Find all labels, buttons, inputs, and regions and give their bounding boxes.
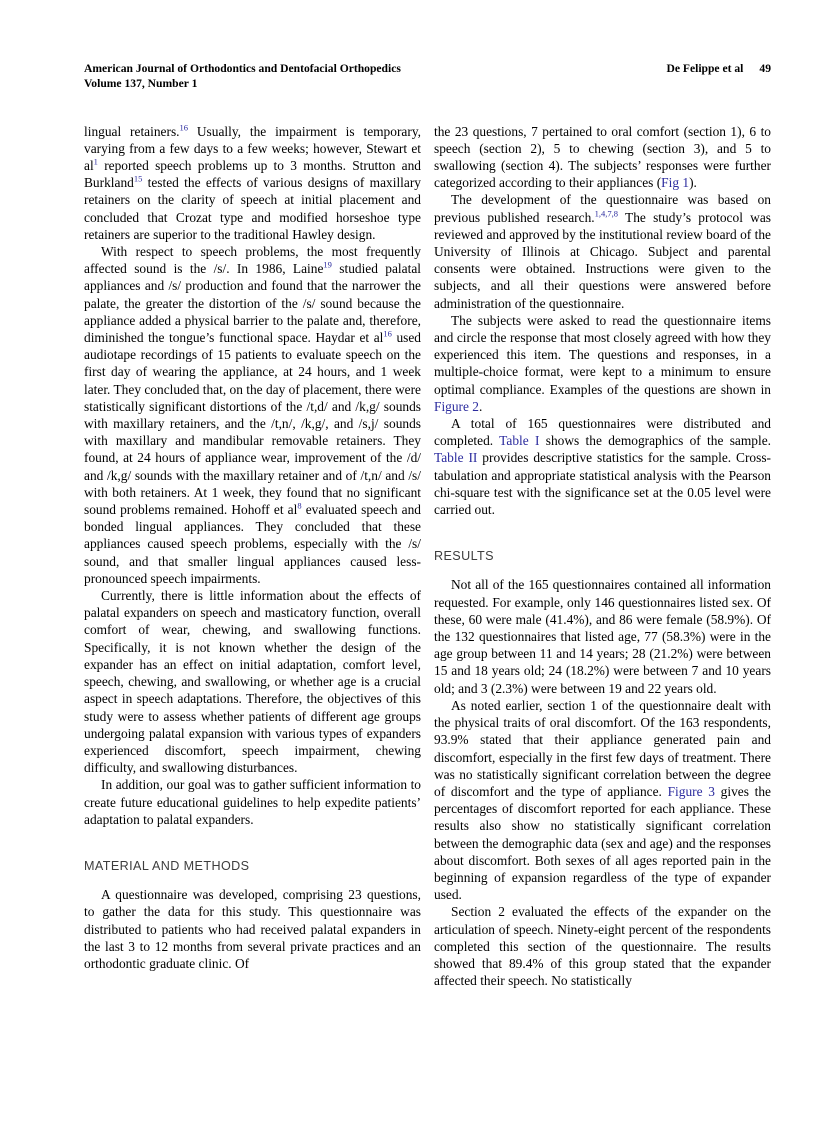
reference-superscript[interactable]: 19 [323,259,332,270]
text-run: provides descriptive statistics for the sample. Cross-tabulation and appropriate statistical analysis with the Pearson chi-square test with the significance set at the 0.05 level were carried out. [434,450,772,518]
authors-label: De Felippe et al [666,62,744,75]
column-right [434,123,771,990]
body-paragraph [434,312,771,415]
text-run: . [479,398,483,414]
body-paragraph [84,886,421,972]
text-run: A questionnaire was developed, comprising 23 questions, to gather the data for this study. This questionnaire was distributed to patients who had received palatal expanders in the last 3 to 12 months from several private practices and an orthodontic graduate clinic. Of [84,887,421,971]
text-run: gives the percentages of discomfort reported for each appliance. These results also show no statistically significant correlation between the demographic data (sex and age) and the responses about discomfort. Both sexes of all ages reported pain in the beginning of expansion regardless of the type of expander used. [434,783,771,903]
text-run: Not all of the 165 questionnaires contained all information requested. For example, only 146 questionnaires listed sex. Of these, 60 were male (41.4%), and 86 were female (58.9%). Of the 132 questionnaires that listed age, 77 (58.3%) were in the age group between 11 and 14 years; 28 (21.2%) were between 15 and 18 years old; 24 (18.2%) were between 7 and 10 years old; and 3 (2.3%) were between 19 and 22 years old. [434,577,771,696]
journal-issue: Volume 137, Number 1 [84,77,198,91]
text-run: the 23 questions, 7 pertained to oral comfort (section 1), 6 to speech (section 2), 5 to chewing (section 3), and 5 to swallowing (section 4). The subjects’ responses were further categorized according to their appliances ( [434,123,771,191]
cross-reference-link[interactable]: Table I [499,433,540,449]
body-paragraph [84,243,421,587]
section-heading: RESULTS [434,549,494,564]
reference-superscript[interactable]: 1 [93,156,98,167]
body-paragraph [84,776,421,828]
text-run: shows the demographics of the sample. [539,433,771,449]
text-run: Currently, there is little information about the effects of palatal expanders on speech and masticatory function, overall comfort of wear, chewing, and swallowing functions. Specifically, it is not known whether the design of the expander has an effect on initial adaptation, comfort level, speech, chewing, and swallowing, or whether age is a crucial aspect in speech adaptations. Therefore, the objectives of this study were to assess whether patients of different age groups undergoing palatal expansion with various types of expanders experienced discomfort, speech impairment, chewing difficulty, and swallowing disturbances. [84,588,421,776]
reference-superscript[interactable]: 1,4,7,8 [594,208,619,219]
section-heading: MATERIAL AND METHODS [84,858,250,873]
page-header [84,61,771,92]
running-head [666,61,771,76]
journal-info [84,61,401,92]
text-run: The subjects were asked to read the questionnaire items and circle the response that most closely agreed with how they experienced this item. The questions and responses, in a multiple-choice format, were kept to a minimum to ensure optimal compliance. Examples of the questions are shown in [434,312,771,397]
text-run: Section 2 evaluated the effects of the expander on the articulation of speech. Ninety-eight percent of the respondents completed this section of the questionnaire. The results showed that 89.4% of this group stated that the expander affected their speech. No statistically [434,904,771,989]
text-run: studied palatal appliances and /s/ production and found that the narrower the palate, the greater the distortion of the /s/ sound because the appliance added a physical barrier to the palate and, therefore, diminished the tongue’s functional space. Haydar et al [84,261,421,346]
cross-reference-link[interactable]: Figure 2 [434,398,480,414]
page-number: 49 [759,62,771,75]
reference-superscript[interactable]: 8 [297,500,302,511]
text-run: As noted earlier, section 1 of the questionnaire dealt with the physical traits of oral discomfort. Of the 163 respondents, 93.9% stated that their appliance generated pain and discomfort, especially in the first few days of treatment. There was no statistically significant correlation between the degree of discomfort and the type of appliance. [434,697,771,799]
body-paragraph [434,576,771,696]
reference-superscript[interactable]: 16 [383,328,392,339]
text-run: lingual retainers. [84,123,180,139]
body-paragraph [84,587,421,776]
text-run: With respect to speech problems, the most frequently affected sound is the /s/. In 1986, Laine [84,244,421,277]
body-paragraph [434,697,771,903]
text-run: In addition, our goal was to gather sufficient information to create future educational guidelines to help expedite patients’ adaptation to palatal expanders. [84,777,421,827]
text-run: The development of the questionnaire was based on previous published research. [434,192,771,225]
body-paragraph [434,415,771,518]
cross-reference-link[interactable]: Table II [434,450,478,466]
body-paragraph [434,191,771,311]
text-run: Usually, the impairment is temporary, varying from a few days to a few weeks; however, Stewart et al [84,123,421,173]
body-paragraph [434,123,771,192]
body-paragraph [434,903,771,989]
journal-title: American Journal of Orthodontics and Dentofacial Orthopedics [84,62,401,75]
reference-superscript[interactable]: 15 [133,173,143,184]
cross-reference-link[interactable]: Fig 1 [661,175,690,191]
text-run: A total of 165 questionnaires were distributed and completed. [434,416,771,449]
text-run: reported speech problems up to 3 months. Strutton and Burkland [84,158,421,191]
cross-reference-link[interactable]: Figure 3 [667,783,715,799]
text-run: tested the effects of various designs of maxillary retainers on the clarity of speech at initial placement and concluded that Crozat type and modified horseshoe type retainers are superior to the traditional Hawley design. [84,175,421,242]
text-run: used audiotape recordings of 15 patients to evaluate speech on the first day of wearing the appliance, at 24 hours, and 1 week later. They concluded that, on the day of placement, there were statistically significant distortions of the /t,d/ and /k,g/ sounds with maxillary retainers, and the /t,n/, /k,g/, and /s,j/ sounds with maxillary and mandibular removable retainers. They found, at 24 hours of appliance wear, improvement of the /d/ and /k,g/ sounds with the maxillary retainer and of /t,n/ and /s/ with both retainers. At 1 week, they found that no significant sound problems remained. Hohoff et al [84,330,421,518]
column-left [84,123,421,990]
text-run: ). [689,175,697,191]
body-paragraph [84,123,421,243]
article-body [84,123,771,990]
text-run: evaluated speech and bonded lingual appliances. They concluded that these appliances caused speech problems, especially with the /s/ sound, and that smaller lingual appliances caused less-pronounced speech impairments. [84,502,421,586]
reference-superscript[interactable]: 16 [179,122,188,133]
text-run: The study’s protocol was reviewed and approved by the institutional review board of the University of Illinois at Chicago. Subject and parental consents were obtained. Instructions were given to the subjects, and all their questions were answered before administration of the questionnaire. [434,209,771,311]
